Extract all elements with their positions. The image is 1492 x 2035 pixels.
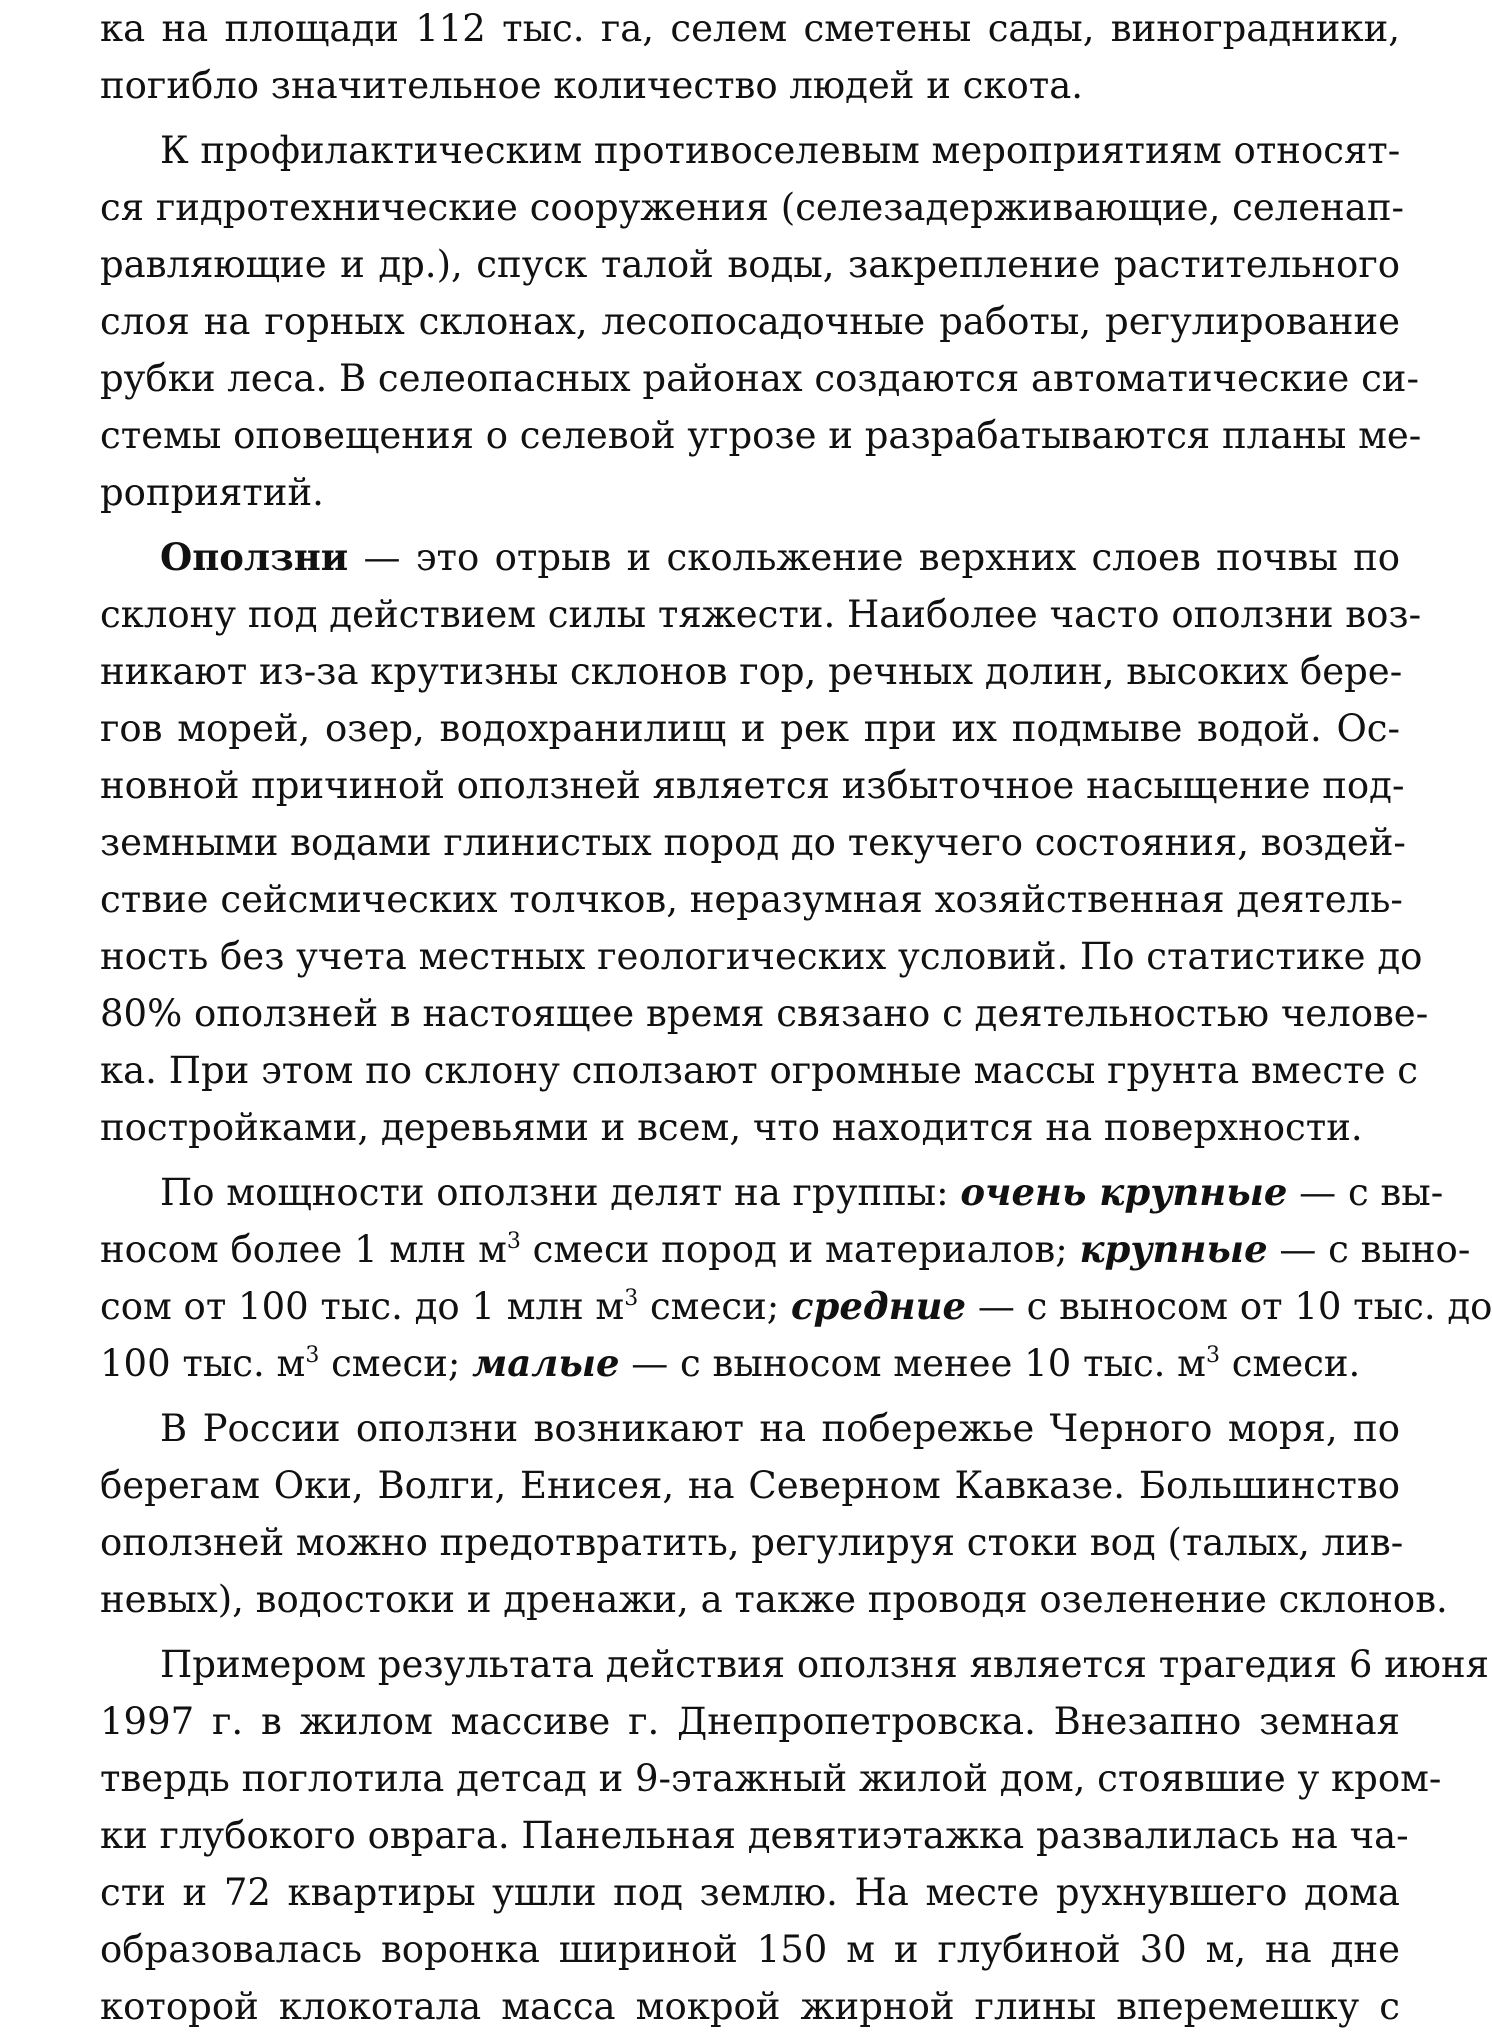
paragraph-6 [100,1636,1490,2035]
document-page [100,0,1492,2028]
text-segment: смеси. [1219,1342,1361,1385]
text-line: образовалась воронка шириной 150 м и глубиной 30 м, на дне [100,1928,1400,1971]
text-line [100,1221,1471,1278]
text-line: К профилактическим противоселевым мероприятиям относят- [160,129,1401,172]
text-line: ка. При этом по склону сползают огромные массы грунта вместе с [100,1049,1418,1092]
text-segment: По мощности оползни делят на группы: [160,1171,961,1214]
text-segment: — это отрыв и скольжение верхних слоев почвы по [348,536,1400,579]
superscript: 3 [305,1343,320,1368]
superscript: 3 [1205,1343,1220,1368]
text-line: никают из-за крутизны склонов гор, речных долин, высоких бере- [100,650,1403,693]
text-line: твердь поглотила детсад и 9-этажный жилой дом, стоявшие у кром- [100,1757,1442,1800]
text-line: берегам Оки, Волги, Енисея, на Северном Кавказе. Большинство [100,1464,1400,1507]
text-line [100,1278,1492,1335]
text-line: оползней можно предотвратить, регулируя стоки вод (талых, лив- [100,1521,1404,1564]
paragraph-4 [100,1164,1492,1392]
text-line: ность без учета местных геологических условий. По статистике до [100,935,1423,978]
text-line: которой клокотала масса мокрой жирной глины вперемешку с [100,1985,1400,2028]
text-line: ствие сейсмических толчков, неразумная хозяйственная деятель- [100,878,1403,921]
paragraph-2 [100,122,1422,521]
text-line: стемы оповещения о селевой угрозе и разрабатываются планы ме- [100,414,1422,457]
superscript: 3 [624,1286,639,1311]
text-segment: сом от 100 тыс. до 1 млн м [100,1285,625,1328]
text-line: 80% оползней в настоящее время связано с деятельностью челове- [100,992,1429,1035]
text-line: погибло значительное количество людей и скота. [100,64,1084,107]
text-line: гов морей, озер, водохранилищ и рек при их подмыве водой. Ос- [100,707,1400,750]
text-line: слоя на горных склонах, лесопосадочные работы, регулирование [100,300,1400,343]
text-segment: смеси; [319,1342,473,1385]
text-line: ся гидротехнические сооружения (селезадерживающие, селенап- [100,186,1405,229]
text-line: невых), водостоки и дренажи, а также проводя озеленение склонов. [100,1578,1448,1621]
text-line: 1997 г. в жилом массиве г. Днепропетровска. Внезапно земная [100,1700,1400,1743]
text-line: В России оползни возникают на побережье Черного моря, по [160,1407,1400,1450]
paragraph-3 [100,529,1429,1156]
text-line [100,529,1400,586]
paragraph-5 [100,1400,1448,1628]
term-very-large: очень крупные [960,1170,1288,1214]
text-line: постройками, деревьями и всем, что находится на поверхности. [100,1106,1363,1149]
text-line: Примером результата действия оползня является трагедия 6 июня [160,1643,1490,1686]
text-segment: — с выно- [1267,1228,1471,1271]
text-line: ка на площади 112 тыс. га, селем сметены сады, виноградники, [100,7,1400,50]
text-line: роприятий. [100,471,324,514]
text-line: склону под действием силы тяжести. Наиболее часто оползни воз- [100,593,1422,636]
text-line: земными водами глинистых пород до текучего состояния, воздей- [100,821,1406,864]
term-medium: средние [790,1284,967,1328]
text-line: новной причиной оползней является избыточное насыщение под- [100,764,1405,807]
text-line: рубки леса. В селеопасных районах создаются автоматические си- [100,357,1419,400]
term-large: крупные [1079,1227,1268,1271]
paragraph-1 [100,0,1400,114]
term-landslides: Оползни [160,535,349,579]
term-small: малые [472,1341,620,1385]
text-segment: смеси пород и материалов; [520,1228,1080,1271]
text-segment: носом более 1 млн м [100,1228,507,1271]
text-segment: смеси; [638,1285,791,1328]
text-line [100,1164,1444,1221]
text-line: равляющие и др.), спуск талой воды, закрепление растительного [100,243,1400,286]
text-segment: — с вы- [1287,1171,1444,1214]
text-segment: 100 тыс. м [100,1342,306,1385]
text-line: сти и 72 квартиры ушли под землю. На месте рухнувшего дома [100,1871,1400,1914]
text-segment: — с выносом менее 10 тыс. м [619,1342,1206,1385]
text-line [100,1335,1400,1392]
superscript: 3 [506,1229,521,1254]
text-line: ки глубокого оврага. Панельная девятиэтажка развалилась на ча- [100,1814,1409,1857]
text-segment: — с выносом от 10 тыс. до [966,1285,1492,1328]
